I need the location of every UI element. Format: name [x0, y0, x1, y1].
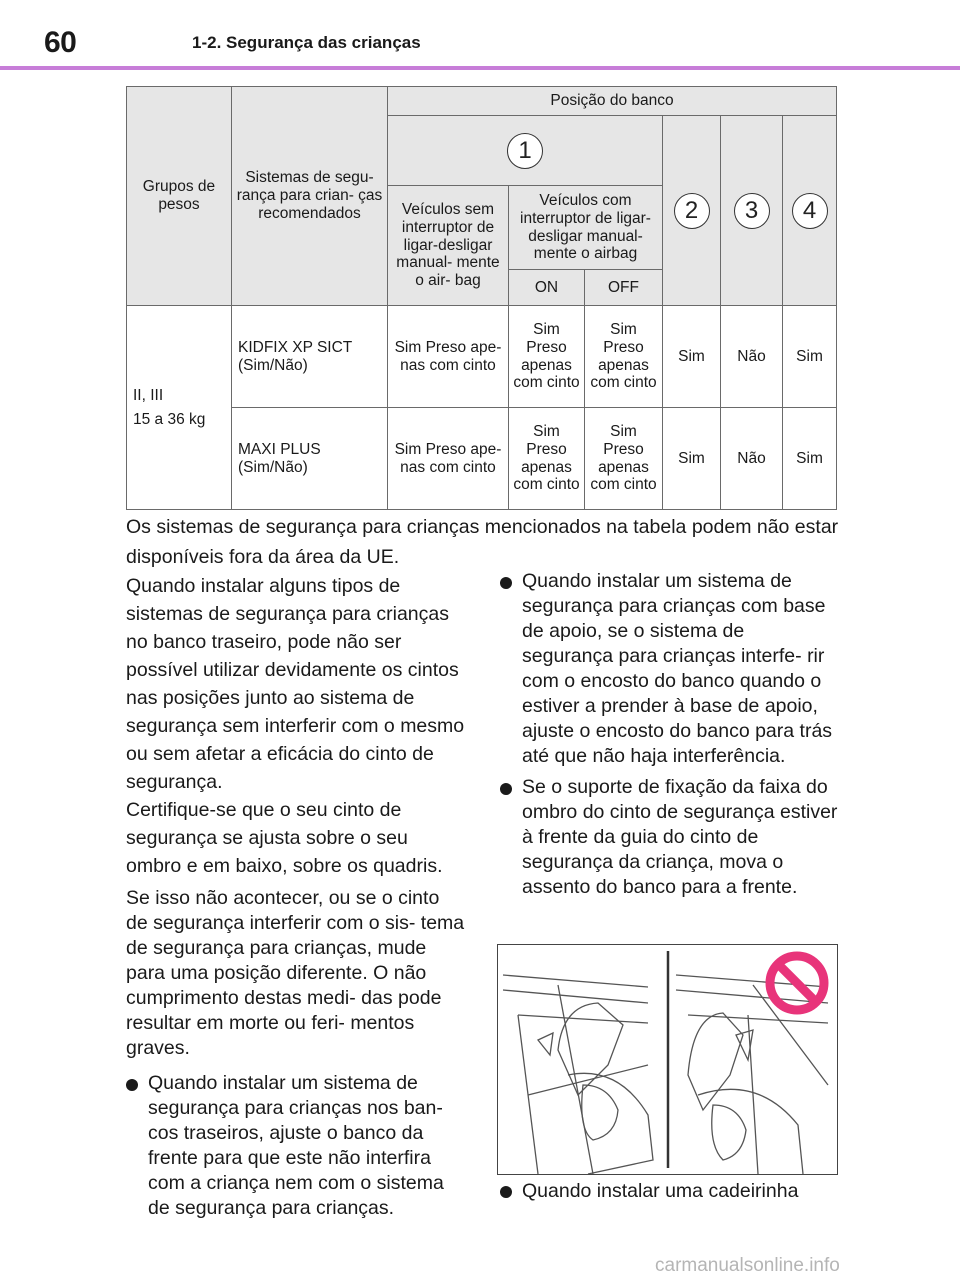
- paragraph-belt-fit: Certifique-se que o seu cinto de segurança se ajusta sobre o seu ombro e em baixo, sobre os quadris.: [126, 799, 443, 877]
- system-name: KIDFIX XP SICT (Sim/Não): [232, 306, 388, 408]
- position-1-off-value: Sim Preso apenas com cinto: [585, 408, 663, 510]
- position-4-marker: 4: [792, 193, 828, 229]
- bullet-support-leg: [500, 569, 840, 769]
- left-column: [126, 572, 466, 1221]
- paragraph-warning: Se isso não acontecer, ou se o cinto de segurança interferir com o sis- tema de segurança para crianças, mude para uma posição diferente. O não cumprimento destas medi- das pode resultar em morte ou feri- mentos graves.: [126, 887, 465, 1059]
- position-1-marker: 1: [507, 133, 543, 169]
- position-3-value: Não: [721, 306, 783, 408]
- position-1-on-value: Sim Preso apenas com cinto: [509, 408, 585, 510]
- header-recommended-systems: Sistemas de segu- rança para crian- ças recomendados: [232, 87, 388, 306]
- section-title: 1-2. Segurança das crianças: [192, 33, 421, 52]
- paragraph-rear-seat: Quando instalar alguns tipos de sistemas de segurança para crianças no banco traseiro, pode não ser possível utilizar devidamente os cintos nas posições junto ao sistema de segurança sem interferir com o mesmo ou sem afetar a eficácia do cinto de segurança.: [126, 575, 465, 793]
- header-seat-position: Posição do banco: [388, 87, 837, 116]
- position-4-value: Sim: [783, 306, 837, 408]
- bullet-dot: [500, 577, 512, 589]
- position-3-cell: [721, 116, 783, 306]
- watermark: carmanualsonline.info: [655, 1255, 840, 1276]
- position-1-value: Sim Preso ape- nas com cinto: [388, 408, 509, 510]
- weight-group-class: II, III: [133, 386, 164, 404]
- seat-drawing: [498, 945, 837, 1174]
- bullet-text: Quando instalar um sistema de segurança para crianças nos ban- cos traseiros, ajuste o banco da frente para que este não interfira com a criança nem com o sistema de segurança para crianças.: [148, 1072, 444, 1219]
- bullet-text: Quando instalar um sistema de segurança para crianças com base de apoio, se o sistema de segurança para crianças interfe- rir com o encosto do banco quando o estiver a prender à base de apoio, ajuste o encosto do banco para trás até que não haja interferência.: [522, 570, 833, 767]
- right-column: [500, 569, 840, 900]
- position-1-cell: [388, 116, 663, 186]
- bullet-installing-seat: [500, 1178, 862, 1205]
- header-off: OFF: [585, 270, 663, 306]
- position-2-value: Sim: [663, 408, 721, 510]
- position-2-value: Sim: [663, 306, 721, 408]
- bullet-dot: [500, 783, 512, 795]
- system-name: MAXI PLUS (Sim/Não): [232, 408, 388, 510]
- position-2-cell: [663, 116, 721, 306]
- header-on: ON: [509, 270, 585, 306]
- position-1-value: Sim Preso ape- nas com cinto: [388, 306, 509, 408]
- header-without-airbag-switch: Veículos sem interruptor de ligar-desligar manual- mente o air- bag: [388, 186, 509, 306]
- header-divider: [0, 66, 960, 70]
- header-weight-groups: Grupos de pesos: [127, 87, 232, 306]
- bullet-dot: [126, 1079, 138, 1091]
- position-4-value: Sim: [783, 408, 837, 510]
- page-number: 60: [44, 26, 77, 59]
- position-4-cell: [783, 116, 837, 306]
- seat-illustration: [497, 944, 838, 1175]
- weight-group-range: 15 a 36 kg: [133, 410, 206, 428]
- position-1-on-value: Sim Preso apenas com cinto: [509, 306, 585, 408]
- weight-group-cell: [127, 306, 232, 510]
- bullet-shoulder-anchor: [500, 775, 840, 900]
- bullet-front-seat: [126, 1071, 466, 1221]
- position-1-off-value: Sim Preso apenas com cinto: [585, 306, 663, 408]
- position-2-marker: 2: [674, 193, 710, 229]
- availability-note: Os sistemas de segurança para crianças mencionados na tabela podem não estar disponíveis fora da área da UE.: [126, 516, 839, 568]
- bullet-dot: [500, 1186, 512, 1198]
- header-with-airbag-switch: Veículos com interruptor de ligar- desligar manual- mente o airbag: [509, 186, 663, 270]
- position-3-marker: 3: [734, 193, 770, 229]
- position-3-value: Não: [721, 408, 783, 510]
- bullet-text: Quando instalar uma cadeirinha: [522, 1180, 799, 1202]
- bullet-text: Se o suporte de fixação da faixa do ombro do cinto de segurança estiver à frente da guia do cinto de segurança da criança, mova o assento do banco para a frente.: [522, 776, 838, 898]
- child-seat-table: [126, 86, 837, 510]
